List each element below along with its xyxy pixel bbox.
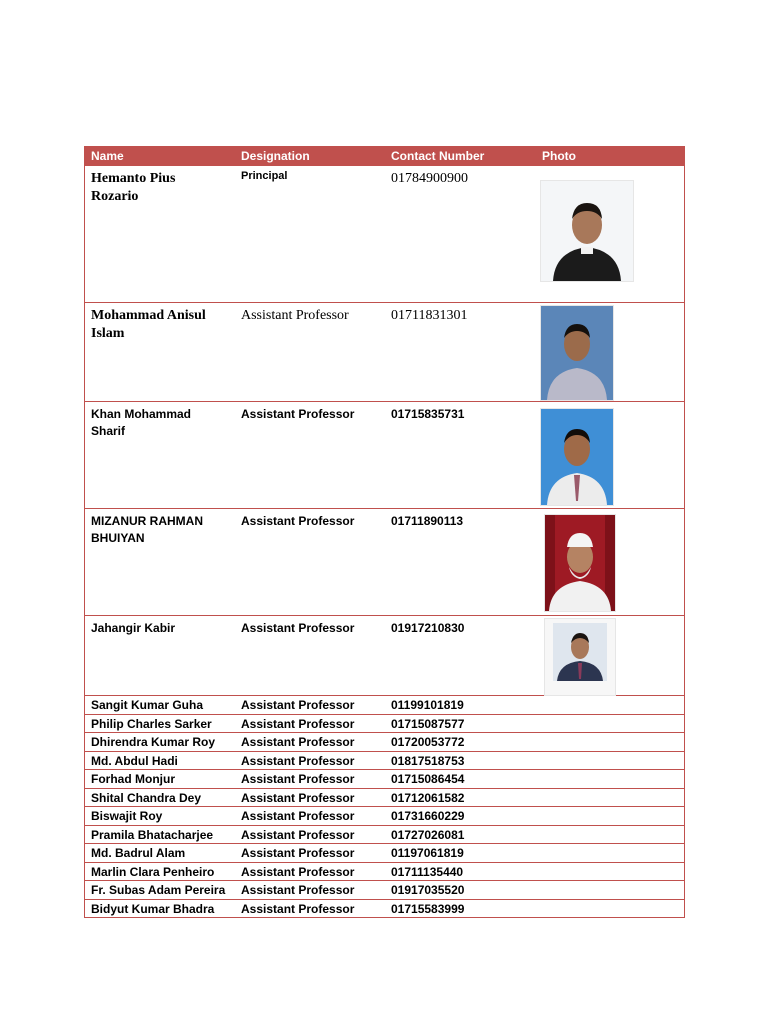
- name-line: Hemanto Pius: [91, 171, 176, 186]
- contact-cell: 01715583999: [391, 901, 465, 916]
- header-contact: Contact Number: [391, 149, 485, 163]
- contact-cell: 01712061582: [391, 790, 465, 805]
- name-line: Rozario: [91, 189, 139, 204]
- designation-cell: Assistant Professor: [241, 407, 355, 421]
- designation-cell: Assistant Professor: [241, 772, 355, 786]
- contact-cell: 01784900900: [391, 171, 468, 186]
- table-row: [85, 751, 684, 770]
- header-photo: Photo: [542, 149, 576, 163]
- table-row: [85, 788, 684, 807]
- table-row: [85, 769, 684, 788]
- name-cell: Forhad Monjur: [91, 772, 175, 786]
- photo-cell: [536, 733, 684, 751]
- photo-cell: [536, 770, 684, 788]
- designation-cell: Assistant Professor: [241, 753, 355, 768]
- portrait-photo: [544, 618, 616, 696]
- name-cell: Md. Badrul Alam: [91, 846, 186, 860]
- portrait-photo: [540, 305, 614, 401]
- portrait-photo: [540, 180, 634, 282]
- designation-cell: Assistant Professor: [241, 846, 355, 860]
- contact-cell: 01711831301: [391, 308, 468, 323]
- photo-cell: [536, 752, 684, 770]
- name-cell: Fr. Subas Adam Pereira: [91, 883, 226, 897]
- designation-cell: Assistant Professor: [241, 621, 355, 635]
- contact-cell: 01711890113: [391, 514, 464, 528]
- table-header: [85, 147, 684, 165]
- name-line: Jahangir Kabir: [91, 621, 176, 635]
- contact-cell: 01731660229: [391, 809, 465, 823]
- table-row: [85, 843, 684, 862]
- photo-cell: [536, 509, 684, 615]
- photo-cell: [536, 844, 684, 862]
- photo-cell: [536, 826, 684, 844]
- name-line: MIZANUR RAHMAN: [91, 514, 203, 528]
- photo-cell: [536, 715, 684, 733]
- contact-cell: 01727026081: [391, 827, 465, 842]
- photo-cell: [536, 303, 684, 401]
- table-row: [85, 880, 684, 899]
- name-line: Mohammad Anisul: [91, 308, 206, 323]
- name-cell: Philip Charles Sarker: [91, 716, 212, 731]
- designation-cell: Assistant Professor: [241, 308, 349, 323]
- contact-cell: 01817518753: [391, 753, 465, 768]
- header-name: Name: [91, 149, 124, 163]
- name-line: Khan Mohammad: [91, 407, 192, 421]
- photo-cell: [536, 863, 684, 881]
- designation-cell: Assistant Professor: [241, 809, 355, 823]
- name-cell: Pramila Bhatacharjee: [91, 827, 214, 842]
- name-cell: Sangit Kumar Guha: [91, 698, 204, 712]
- contact-cell: 01715086454: [391, 772, 465, 786]
- contact-cell: 01720053772: [391, 735, 465, 749]
- name-line: Sharif: [91, 424, 126, 438]
- header-designation: Designation: [241, 149, 310, 163]
- staff-table: [84, 146, 685, 918]
- designation-cell: Assistant Professor: [241, 716, 355, 731]
- table-row: [85, 165, 684, 302]
- photo-cell: [536, 402, 684, 508]
- contact-cell: 01197061819: [391, 846, 464, 860]
- designation-cell: Assistant Professor: [241, 864, 355, 879]
- photo-cell: [536, 789, 684, 807]
- designation-cell: Assistant Professor: [241, 827, 355, 842]
- contact-cell: 01715087577: [391, 716, 465, 731]
- photo-cell: [536, 166, 684, 302]
- photo-cell: [536, 900, 684, 918]
- table-row: [85, 862, 684, 881]
- designation-cell: Assistant Professor: [241, 901, 355, 916]
- name-cell: [85, 509, 235, 615]
- photo-cell: [536, 881, 684, 899]
- name-cell: Md. Abdul Hadi: [91, 753, 178, 768]
- contact-cell: 01711135440: [391, 864, 464, 879]
- photo-cell: [536, 696, 684, 714]
- table-row: [85, 508, 684, 615]
- designation-cell: Assistant Professor: [241, 514, 355, 528]
- name-cell: Shital Chandra Dey: [91, 790, 202, 805]
- name-cell: Dhirendra Kumar Roy: [91, 735, 216, 749]
- name-line: Islam: [91, 326, 125, 341]
- name-cell: Marlin Clara Penheiro: [91, 864, 215, 879]
- name-cell: Biswajit Roy: [91, 809, 163, 823]
- name-cell: [85, 166, 235, 302]
- contact-cell: 01715835731: [391, 407, 465, 421]
- table-row: [85, 695, 684, 714]
- designation-cell: Assistant Professor: [241, 790, 355, 805]
- name-cell: [85, 616, 235, 695]
- photo-cell: [536, 807, 684, 825]
- name-cell: [85, 402, 235, 508]
- table-row: [85, 401, 684, 508]
- contact-cell: 01917035520: [391, 883, 465, 897]
- photo-cell: [536, 616, 684, 695]
- designation-cell: Principal: [241, 170, 288, 182]
- table-row: [85, 302, 684, 401]
- name-cell: Bidyut Kumar Bhadra: [91, 901, 215, 916]
- table-row: [85, 825, 684, 844]
- contact-cell: 01917210830: [391, 621, 465, 635]
- table-row: [85, 615, 684, 695]
- name-line: BHUIYAN: [91, 531, 145, 545]
- table-row: [85, 899, 684, 918]
- designation-cell: Assistant Professor: [241, 735, 355, 749]
- designation-cell: Assistant Professor: [241, 883, 355, 897]
- table-row: [85, 806, 684, 825]
- contact-cell: 01199101819: [391, 698, 464, 712]
- table-row: [85, 732, 684, 751]
- name-cell: [85, 303, 235, 401]
- designation-cell: Assistant Professor: [241, 698, 355, 712]
- portrait-photo: [544, 514, 616, 612]
- portrait-photo: [540, 408, 614, 506]
- table-row: [85, 714, 684, 733]
